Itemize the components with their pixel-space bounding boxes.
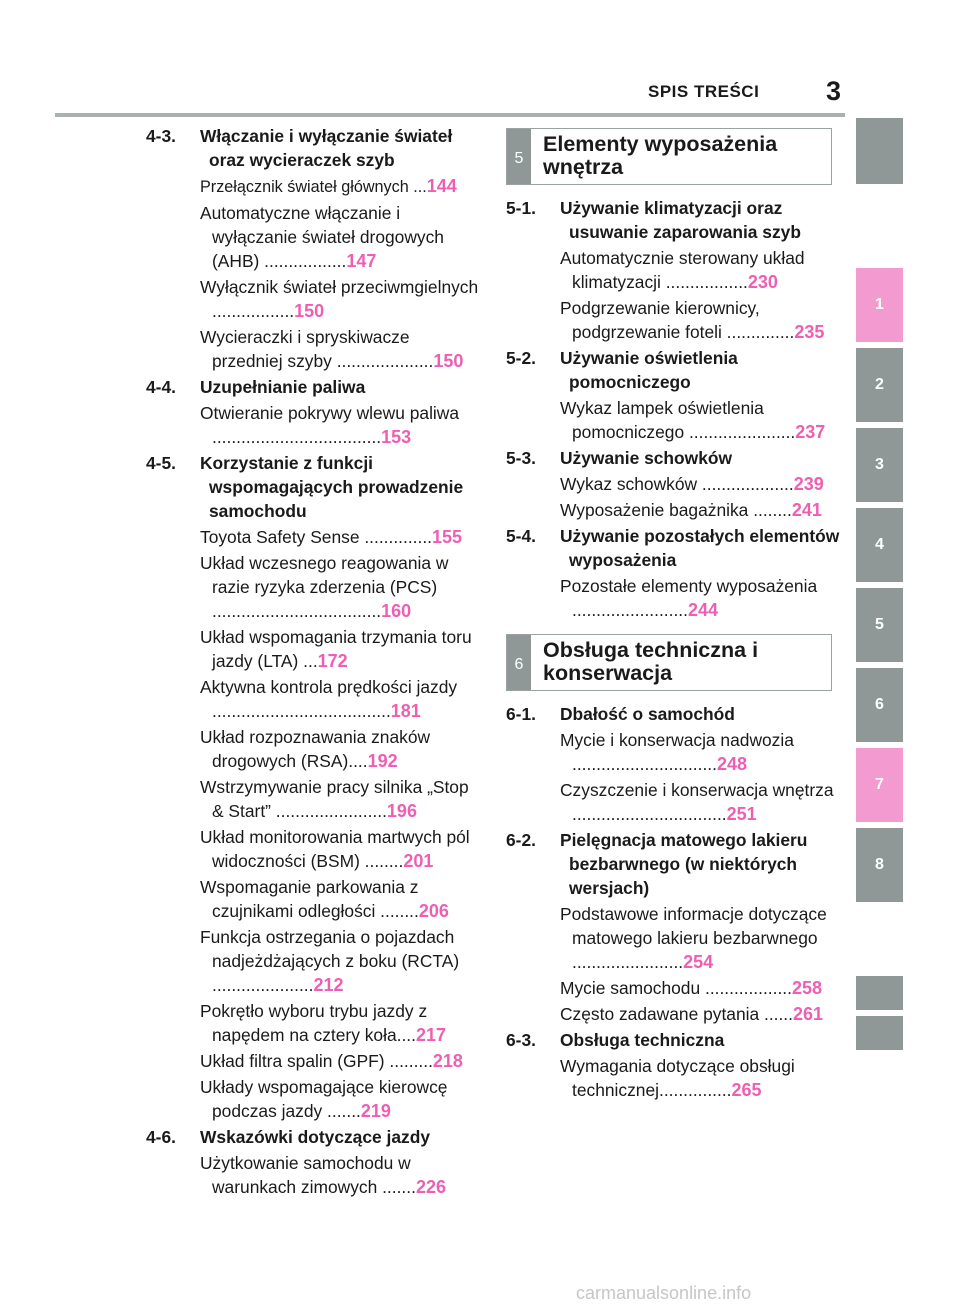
section-number: 4-4. [146, 377, 176, 397]
page-number: 3 [826, 76, 842, 106]
section-heading [506, 346, 842, 394]
toc-entry[interactable] [560, 1054, 842, 1102]
section-heading [506, 196, 842, 244]
toc-entry-label: Automatyczne włączanie i wyłączanie świateł drogowych (AHB) ................. [200, 203, 444, 271]
toc-entry[interactable] [200, 775, 482, 823]
toc-entry-label: Funkcja ostrzegania o pojazdach nadjeżdżających z boku (RCTA) ..................... [200, 927, 460, 995]
toc-entry-label: Podgrzewanie kierownicy, podgrzewanie foteli .............. [560, 298, 795, 342]
chapter-5-title: Elementy wyposażenia wnętrza [543, 132, 778, 179]
chapter-6-box[interactable] [506, 634, 832, 691]
section-title: Używanie pozostałych elementów wyposażenia [560, 526, 840, 570]
toc-entry-label: Układ rozpoznawania znaków drogowych (RSA).... [200, 727, 431, 771]
section-heading [506, 1028, 842, 1052]
section-title: Włączanie i wyłączanie świateł oraz wycieraczek szyb [200, 126, 453, 170]
chapter-5-box[interactable] [506, 128, 832, 185]
section-heading [146, 1125, 482, 1149]
section-heading [146, 451, 482, 523]
section-heading [506, 524, 842, 572]
section-number: 5-4. [506, 526, 536, 546]
chapter-tab-blank[interactable] [856, 118, 903, 184]
toc-page-link[interactable]: 144 [426, 176, 457, 196]
toc-page-link[interactable]: 160 [381, 601, 412, 621]
toc-entry[interactable] [560, 246, 842, 294]
toc-entry[interactable] [560, 396, 842, 444]
toc-entry[interactable] [200, 625, 482, 673]
section-title: Używanie schowków [560, 448, 733, 468]
toc-entry-label: Otwieranie pokrywy wlewu paliwa ................................... [200, 403, 460, 447]
section-title: Korzystanie z funkcji wspomagających prowadzenie samochodu [200, 453, 464, 521]
toc-entry-label: Mycie samochodu .................. [560, 978, 792, 998]
chapter-tab-3[interactable]: 3 [856, 428, 903, 502]
toc-entry[interactable] [200, 201, 482, 273]
chapter-tab-blank[interactable] [856, 976, 903, 1010]
section-heading [506, 702, 842, 726]
section-number: 5-1. [506, 198, 536, 218]
toc-page-link[interactable]: 196 [386, 801, 417, 821]
section-number: 5-3. [506, 448, 536, 468]
section-number: 4-3. [146, 126, 176, 146]
toc-entry-label: Wyposażenie bagażnika ........ [560, 500, 792, 520]
section-heading [146, 124, 482, 172]
section-number: 6-2. [506, 830, 536, 850]
section-number: 6-3. [506, 1030, 536, 1050]
toc-left-column [146, 124, 482, 1199]
section-title: Używanie oświetlenia pomocniczego [560, 348, 738, 392]
toc-right-column-6 [506, 702, 842, 1102]
chapter-tab-4[interactable]: 4 [856, 508, 903, 582]
chapter-tab-1[interactable]: 1 [856, 268, 903, 342]
toc-entry[interactable] [200, 275, 482, 323]
section-title: Pielęgnacja matowego lakieru bezbarwnego (w niektórych wersjach) [560, 830, 808, 898]
toc-entry-label: Wyłącznik świateł przeciwmgielnych ................. [200, 277, 479, 321]
toc-entry[interactable] [560, 976, 842, 1000]
chapter-tab-5[interactable]: 5 [856, 588, 903, 662]
toc-page-link[interactable]: 192 [367, 751, 398, 771]
toc-entry[interactable] [200, 1075, 482, 1123]
toc-page-link[interactable]: 261 [792, 1004, 824, 1024]
toc-entry-label: Pozostałe elementy wyposażenia ........................ [560, 576, 818, 620]
toc-entry[interactable] [200, 875, 482, 923]
toc-page-link[interactable]: 258 [791, 978, 823, 998]
toc-entry-label: Wykaz schowków ................... [560, 474, 794, 494]
toc-page-link[interactable]: 181 [390, 701, 421, 721]
toc-entry-label: Układ monitorowania martwych pól widoczności (BSM) ........ [200, 827, 470, 871]
section-number: 6-1. [506, 704, 536, 724]
toc-entry-label: Wstrzymywanie pracy silnika „Stop & Start” ....................... [200, 777, 469, 821]
toc-entry-label: Mycie i konserwacja nadwozia .............................. [560, 730, 794, 774]
chapter-tab-2[interactable]: 2 [856, 348, 903, 422]
watermark: carmanualsonline.info [576, 1283, 752, 1303]
toc-entry[interactable] [200, 675, 482, 723]
chapter-tab-7[interactable]: 7 [856, 748, 903, 822]
chapter-6-number: 6 [507, 635, 531, 690]
toc-page-link[interactable]: 172 [317, 651, 348, 671]
header-title: SPIS TREŚCI [648, 82, 760, 101]
section-number: 4-6. [146, 1127, 176, 1147]
toc-entry[interactable] [200, 401, 482, 449]
toc-entry[interactable] [200, 551, 482, 623]
toc-page-link[interactable]: 218 [432, 1051, 463, 1071]
toc-entry-label: Układ wspomagania trzymania toru jazdy (LTA) ... [200, 627, 472, 671]
toc-page-link[interactable]: 150 [433, 351, 464, 371]
toc-page-link[interactable]: 212 [313, 975, 344, 995]
toc-page-link[interactable]: 265 [731, 1080, 762, 1100]
toc-entry[interactable] [560, 902, 842, 974]
chapter-tab-blank[interactable] [856, 1016, 903, 1050]
toc-entry-label: Układ wczesnego reagowania w razie ryzyka zderzenia (PCS) ................................... [200, 553, 449, 621]
toc-entry-label: Czyszczenie i konserwacja wnętrza ................................ [560, 780, 834, 824]
chapter-6-title: Obsługa techniczna i konserwacja [543, 638, 759, 685]
chapter-5-number: 5 [507, 129, 531, 184]
toc-entry-label: Przełącznik świateł głównych ... [200, 178, 427, 196]
chapter-tab-6[interactable]: 6 [856, 668, 903, 742]
toc-entry[interactable] [560, 574, 842, 622]
toc-entry[interactable] [200, 999, 482, 1047]
toc-page-link[interactable]: 254 [683, 952, 714, 972]
toc-entry[interactable] [200, 1151, 482, 1199]
toc-entry[interactable] [200, 925, 482, 997]
section-heading [506, 446, 842, 470]
toc-entry[interactable] [200, 725, 482, 773]
toc-entry-label: Pokrętło wyboru trybu jazdy z napędem na cztery koła.... [200, 1001, 428, 1045]
toc-right-column-5 [506, 196, 842, 622]
toc-entry[interactable] [200, 1049, 482, 1073]
toc-entry[interactable] [200, 525, 482, 549]
toc-entry-label: Układ filtra spalin (GPF) ......... [200, 1051, 433, 1071]
section-title: Uzupełnianie paliwa [200, 377, 366, 397]
toc-page-link[interactable]: 219 [360, 1101, 391, 1121]
toc-entry[interactable] [560, 1002, 842, 1026]
section-number: 5-2. [506, 348, 536, 368]
chapter-tab-8[interactable]: 8 [856, 828, 903, 902]
toc-entry-label: Układy wspomagające kierowcę podczas jazdy ....... [200, 1077, 448, 1121]
toc-entry-label: Aktywna kontrola prędkości jazdy ..................................... [200, 677, 458, 721]
toc-page-link[interactable]: 251 [726, 804, 757, 824]
toc-entry[interactable] [560, 728, 842, 776]
toc-entry-label: Podstawowe informacje dotyczące matowego lakieru bezbarwnego ....................... [560, 904, 827, 972]
section-heading [506, 828, 842, 900]
toc-entry-label: Wycieraczki i spryskiwacze przedniej szyby .................... [200, 327, 434, 371]
toc-entry[interactable] [200, 825, 482, 873]
section-heading [146, 375, 482, 399]
toc-page-link[interactable]: 237 [795, 422, 826, 442]
toc-entry[interactable] [560, 778, 842, 826]
toc-entry-label: Toyota Safety Sense .............. [200, 527, 432, 547]
toc-entry-label: Często zadawane pytania ...... [560, 1004, 793, 1024]
toc-entry[interactable] [200, 174, 482, 199]
toc-page-link[interactable]: 147 [346, 251, 377, 271]
toc-page-link[interactable]: 150 [294, 301, 325, 321]
toc-page-link[interactable]: 217 [415, 1025, 447, 1045]
toc-page-link[interactable]: 206 [418, 901, 449, 921]
section-title: Wskazówki dotyczące jazdy [200, 1127, 431, 1147]
toc-page-link[interactable]: 239 [793, 474, 824, 494]
section-number: 4-5. [146, 453, 176, 473]
toc-page-link[interactable]: 155 [432, 527, 463, 547]
toc-page-link[interactable]: 230 [747, 272, 778, 292]
toc-entry-label: Wspomaganie parkowania z czujnikami odległości ........ [200, 877, 419, 921]
section-title: Dbałość o samochód [560, 704, 735, 724]
toc-entry[interactable] [560, 296, 842, 344]
toc-page-link[interactable]: 201 [403, 851, 434, 871]
toc-page-link[interactable]: 248 [716, 754, 747, 774]
toc-entry-label: Użytkowanie samochodu w warunkach zimowych ....... [200, 1153, 416, 1197]
toc-entry-label: Wymagania dotyczące obsługi technicznej............... [560, 1056, 795, 1100]
toc-page-link[interactable]: 226 [415, 1177, 446, 1197]
toc-entry[interactable] [200, 325, 482, 373]
toc-entry[interactable] [560, 472, 842, 496]
toc-page-link[interactable]: 244 [687, 600, 719, 620]
toc-entry-label: Automatycznie sterowany układ klimatyzacji ................. [560, 248, 805, 292]
section-title: Używanie klimatyzacji oraz usuwanie zaparowania szyb [560, 198, 801, 242]
section-title: Obsługa techniczna [560, 1030, 725, 1050]
toc-page-link[interactable]: 153 [381, 427, 412, 447]
toc-page-link[interactable]: 235 [794, 322, 825, 342]
toc-entry-label: Wykaz lampek oświetlenia pomocniczego ...................... [560, 398, 796, 442]
toc-entry[interactable] [560, 498, 842, 522]
header-rule [55, 113, 845, 117]
toc-page-link[interactable]: 241 [791, 500, 822, 520]
